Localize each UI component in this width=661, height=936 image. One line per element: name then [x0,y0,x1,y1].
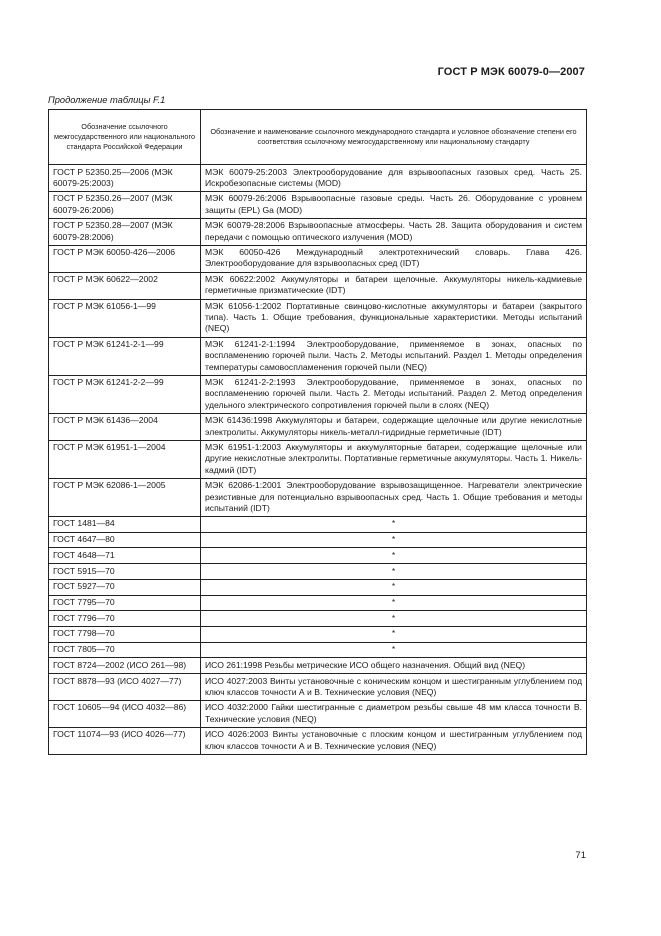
national-standard-code: ГОСТ Р МЭК 61241-2-2—99 [49,375,201,413]
international-standard-description: * [201,548,587,564]
table-row [49,299,587,337]
international-standard-description: МЭК 61436:1998 Аккумуляторы и батареи, содержащие щелочные или другие некислотные электролиты. Аккумуляторы никель-металл-гидридные герметичные (IDT) [201,413,587,440]
international-standard-description: МЭК 60079-26:2006 Взрывоопасные газовые среды. Часть 26. Оборудование с уровнем защиты (EPL) Ga (MOD) [201,191,587,218]
table-row [49,532,587,548]
international-standard-description: * [201,595,587,611]
international-standard-description: * [201,532,587,548]
national-standard-code: ГОСТ Р МЭК 61241-2-1—99 [49,337,201,375]
national-standard-code: ГОСТ 5915—70 [49,564,201,580]
international-standard-description: ИСО 261:1998 Резьбы метрические ИСО общего назначения. Общий вид (NEQ) [201,658,587,674]
table-row [49,642,587,658]
table-row [49,272,587,299]
table-row [49,516,587,532]
page-number: 71 [575,850,586,861]
table-row [49,191,587,218]
table-row [49,245,587,272]
national-standard-code: ГОСТ 7796—70 [49,611,201,627]
table-row [49,564,587,580]
national-standard-code: ГОСТ 7795—70 [49,595,201,611]
international-standard-description: МЭК 62086-1:2001 Электрооборудование взрывозащищенное. Нагреватели электрические резистивные для потенциально взрывоопасных сред. Часть 1. Общие требования и методы испытаний (IDT) [201,478,587,516]
table-row [49,611,587,627]
table-row [49,218,587,245]
national-standard-code: ГОСТ 10605—94 (ИСО 4032—86) [49,700,201,727]
header-international-standard: Обозначение и наименование ссылочного международного стандарта и условное обозначение степени его соответствия ссылочному межгосударственному или национальному стандарту [201,110,587,165]
international-standard-description: ИСО 4032:2000 Гайки шестигранные с диаметром резьбы свыше 48 мм класса точности В. Технические условия (NEQ) [201,700,587,727]
international-standard-description: МЭК 61241-2-1:1994 Электрооборудование, применяемое в зонах, опасных по воспламенению горючей пыли. Часть 2. Методы испытаний. Раздел 1. Методы определения температуры самовоспламенения горючей пыли (NEQ) [201,337,587,375]
international-standard-description: * [201,579,587,595]
international-standard-description: * [201,642,587,658]
international-standard-description: ИСО 4026:2003 Винты установочные с плоским концом и шестигранным углублением под ключ классов точности А и В. Технические условия (NEQ) [201,727,587,754]
national-standard-code: ГОСТ Р МЭК 61951-1—2004 [49,440,201,478]
international-standard-description: * [201,626,587,642]
national-standard-code: ГОСТ 11074—93 (ИСО 4026—77) [49,727,201,754]
international-standard-description: МЭК 60079-28:2006 Взрывоопасные атмосферы. Часть 28. Защита оборудования и систем передачи с помощью оптического излучения (MOD) [201,218,587,245]
table-row [49,165,587,192]
national-standard-code: ГОСТ 8724—2002 (ИСО 261—98) [49,658,201,674]
table-row [49,579,587,595]
table-row [49,658,587,674]
national-standard-code: ГОСТ Р 52350.25—2006 (МЭК 60079-25:2003) [49,165,201,192]
standard-designation: ГОСТ Р МЭК 60079-0—2007 [437,66,585,78]
table-row [49,375,587,413]
header-national-standard: Обозначение ссылочного межгосударственного или национального стандарта Российской Федерации [49,110,201,165]
international-standard-description: МЭК 61056-1:2002 Портативные свинцово-кислотные аккумуляторы и батареи (закрытого типа). Часть 1. Общие требования, функциональные характеристики. Методы испытаний (NEQ) [201,299,587,337]
national-standard-code: ГОСТ 7805—70 [49,642,201,658]
national-standard-code: ГОСТ 4648—71 [49,548,201,564]
table-row [49,337,587,375]
international-standard-description: МЭК 60079-25:2003 Электрооборудование для взрывоопасных газовых сред. Часть 25. Искробезопасные системы (MOD) [201,165,587,192]
national-standard-code: ГОСТ Р МЭК 62086-1—2005 [49,478,201,516]
national-standard-code: ГОСТ 1481—84 [49,516,201,532]
national-standard-code: ГОСТ 7798—70 [49,626,201,642]
international-standard-description: ИСО 4027:2003 Винты установочные с коническим концом и шестигранным углублением под ключ классов точности А и В. Технические условия (NEQ) [201,674,587,701]
international-standard-description: * [201,516,587,532]
national-standard-code: ГОСТ Р МЭК 60622—2002 [49,272,201,299]
national-standard-code: ГОСТ 5927—70 [49,579,201,595]
table-row [49,674,587,701]
table-caption: Продолжение таблицы F.1 [48,95,166,105]
national-standard-code: ГОСТ Р 52350.26—2007 (МЭК 60079-26:2006) [49,191,201,218]
national-standard-code: ГОСТ Р МЭК 61056-1—99 [49,299,201,337]
national-standard-code: ГОСТ 8878—93 (ИСО 4027—77) [49,674,201,701]
table-row [49,700,587,727]
table-row [49,478,587,516]
international-standard-description: МЭК 61241-2-2:1993 Электрооборудование, применяемое в зонах, опасных по воспламенению горючей пыли. Часть 2. Методы испытаний. Раздел 2. Метод определения удельного электрического сопротивления горючей пыли в слоях (NEQ) [201,375,587,413]
table-row [49,727,587,754]
table-row [49,440,587,478]
national-standard-code: ГОСТ Р МЭК 60050-426—2006 [49,245,201,272]
international-standard-description: МЭК 60622:2002 Аккумуляторы и батареи щелочные. Аккумуляторы никель-кадмиевые герметичные призматические (IDT) [201,272,587,299]
national-standard-code: ГОСТ Р 52350.28—2007 (МЭК 60079-28:2006) [49,218,201,245]
reference-standards-table [48,109,587,755]
table-row [49,413,587,440]
national-standard-code: ГОСТ 4647—80 [49,532,201,548]
table-row [49,548,587,564]
table-row [49,626,587,642]
table-row [49,595,587,611]
table-header-row [49,110,587,165]
international-standard-description: * [201,564,587,580]
international-standard-description: * [201,611,587,627]
national-standard-code: ГОСТ Р МЭК 61436—2004 [49,413,201,440]
international-standard-description: МЭК 61951-1:2003 Аккумуляторы и аккумуляторные батареи, содержащие щелочные или другие некислотные электролиты. Портативные герметичные аккумуляторы. Часть 1. Никель-кадмий (IDT) [201,440,587,478]
international-standard-description: МЭК 60050-426 Международный электротехнический словарь. Глава 426. Электрооборудование для взрывоопасных сред (IDT) [201,245,587,272]
